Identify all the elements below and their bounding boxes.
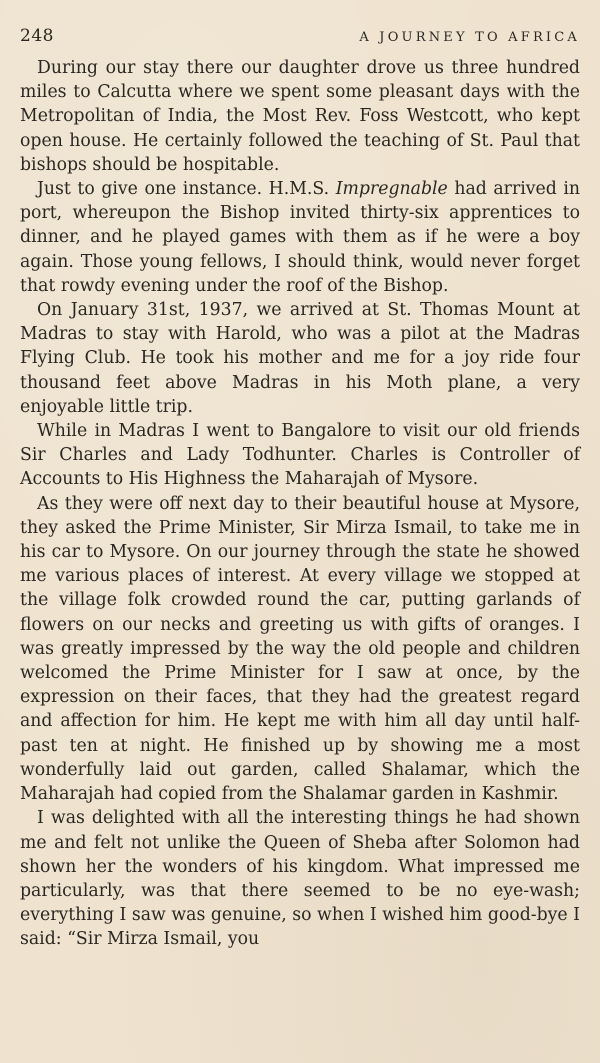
ship-name: Impregnable	[335, 179, 448, 200]
paragraph-impregnable	[20, 177, 580, 298]
paragraph-queen-of-sheba: I was delighted with all the interesting things he had shown me and felt not unlike the Queen of Sheba after Solomon had shown her the wonders of his kingdom. What impressed me particularly, was that there seemed to be no eye-wash; everything I saw was genuine, so when I wished him good-bye I said: “Sir Mirza Ismail, you	[20, 808, 580, 950]
body-text	[20, 56, 580, 952]
paragraph-impregnable-end: had arrived in port, whereupon the Bishop invited thirty-six apprentices to dinner, and he played games with them as if he were a boy again. Those young fellows, I should think, would never forget that rowdy evening under the roof of the Bishop.	[20, 179, 580, 296]
running-title: A JOURNEY TO AFRICA	[359, 30, 580, 45]
paragraph-calcutta: During our stay there our daughter drove us three hundred miles to Calcutta where we spent some pleasant days with the Metropolitan of India, the Most Rev. Foss Westcott, who kept open house. He certainly followed the teaching of St. Paul that bishops should be hospitable.	[20, 58, 580, 175]
paragraph-impregnable-start: Just to give one instance. H.M.S.	[37, 179, 336, 200]
paragraph-mysore: As they were off next day to their beautiful house at Mysore, they asked the Prime Minister, Sir Mirza Ismail, to take me in his car to Mysore. On our journey through the state he showed me various places of interest. At every village we stopped at the village folk crowded round the car, putting garlands of flowers on our necks and greeting us with gifts of oranges. I was greatly impressed by the way the old people and children welcomed the Prime Minister for I saw at once, by the expression on their faces, that they had the greatest regard and affection for him. He kept me with him all day until half-past ten at night. He finished up by showing me a most wonderfully laid out garden, called Shalamar, which the Maharajah had copied from the Shalamar garden in Kashmir.	[20, 493, 580, 805]
paragraph-madras-arrival: On January 31st, 1937, we arrived at St. Thomas Mount at Madras to stay with Harold, who was a pilot at the Madras Flying Club. He took his mother and me for a joy ride four thousand feet above Madras in his Moth plane, a very enjoyable little trip.	[20, 300, 580, 417]
running-head	[20, 26, 580, 56]
page-number: 248	[20, 26, 54, 46]
paragraph-bangalore: While in Madras I went to Bangalore to visit our old friends Sir Charles and Lady Todhunter. Charles is Controller of Accounts to His Highness the Maharajah of Mysore.	[20, 421, 580, 490]
